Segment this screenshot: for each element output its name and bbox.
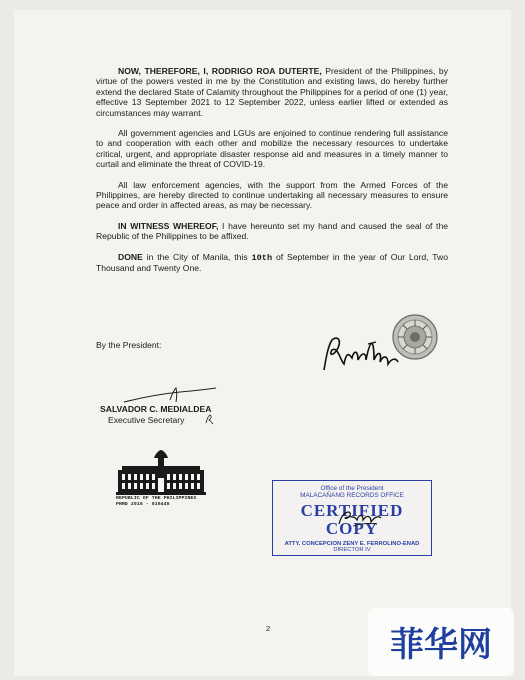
stamp-office: Office of the President	[320, 485, 384, 492]
page-number: 2	[266, 624, 271, 633]
initial-mark-icon	[204, 413, 214, 425]
republic-seal-label: REPUBLIC OF THE PHILIPPINES PRRD 2016 - 019445	[116, 496, 197, 507]
paragraph-agencies: All government agencies and LGUs are enjoined to continue rendering full assistance to and cooperation with each other and mobilize the necessary resources to undertake critical, urgent, and appropriate disaster response aid and measures in a timely manner to curtail and eliminate the threat of COVID-19.	[96, 128, 448, 170]
secretary-name: SALVADOR C. MEDIALDEA	[100, 404, 212, 414]
stamp-certified-copy: CERTIFIED COPY	[300, 501, 404, 538]
by-the-president-label: By the President:	[96, 340, 162, 350]
malacanang-building-icon	[114, 448, 208, 496]
handwritten-date: 10th	[251, 252, 273, 263]
stamp-position: DIRECTOR IV	[333, 547, 371, 553]
secretary-title: Executive Secretary	[108, 415, 185, 425]
proclamation-body	[96, 66, 448, 284]
secretary-signature-icon	[120, 382, 220, 406]
site-watermark	[368, 608, 514, 676]
stamp-attorney: ATTY. CONCEPCION ZENY E. FERROLINO-ENAD	[284, 541, 420, 547]
paragraph-lead: NOW, THEREFORE, I, RODRIGO ROA DUTERTE,	[118, 66, 322, 76]
paragraph-witness: IN WITNESS WHEREOF, I have hereunto set my hand and caused the seal of the Republic of the Philippines to be affixed.	[96, 220, 448, 242]
watermark-text: 菲华网	[390, 625, 492, 665]
stamp-records-office: MALACAÑANG RECORDS OFFICE	[300, 492, 404, 499]
paragraph-done: DONE in the City of Manila, this 10th of September in the year of Our Lord, Two Thousand and Twenty One.	[96, 251, 448, 274]
paragraph-extension: NOW, THEREFORE, I, RODRIGO ROA DUTERTE, President of the Philippines, by virtue of the powers vested in me by the Constitution and existing laws, do hereby further extend the declared State of Calamity throughout the Philippines for a period of one (1) year, effective 13 September 2021 to 12 September 2022, unless earlier lifted or extended as circumstances may warrant.	[96, 66, 448, 118]
stamp-signature-icon	[333, 506, 385, 530]
watermark-logo-icon	[368, 608, 514, 676]
secretary-block	[100, 404, 211, 426]
president-signature-icon	[318, 330, 400, 378]
paragraph-lead: IN WITNESS WHEREOF,	[118, 220, 219, 231]
paragraph-law-enforcement: All law enforcement agencies, with the support from the Armed Forces of the Philippines, are hereby directed to continue undertaking all necessary measures to ensure peace and order in affected areas, as may be necessary.	[96, 179, 448, 211]
